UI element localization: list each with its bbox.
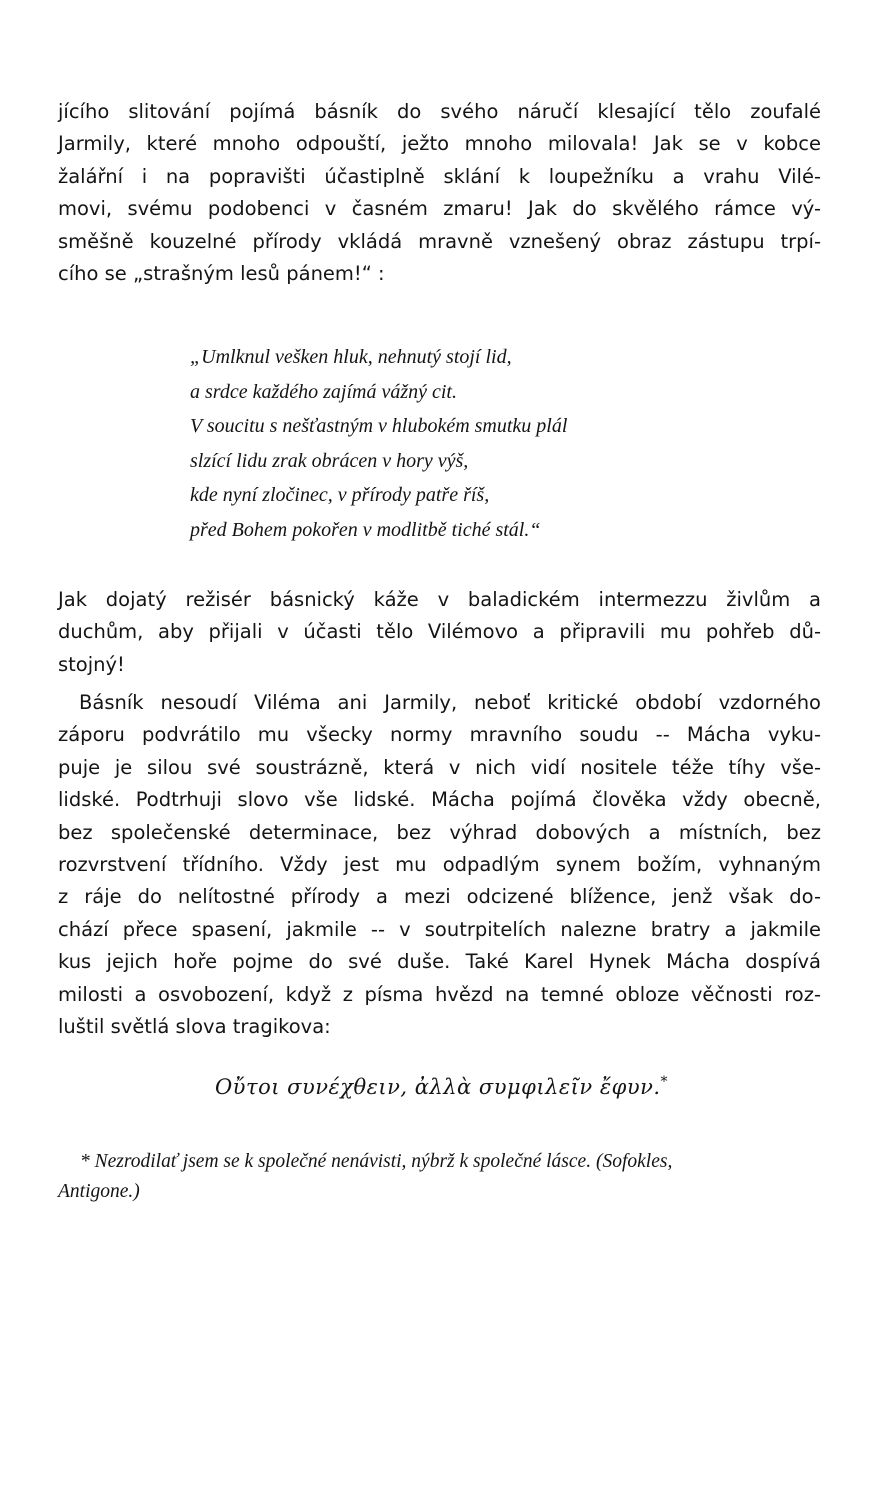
- poem-line: „Umlknul vešken hluk, nehnutý stojí lid,: [190, 346, 512, 368]
- poem-line: kde nyní zločinec, v přírody patře říš,: [190, 484, 490, 507]
- text-line: záporu podvrátilo mu všecky normy mravního soudu -- Mácha vyku-: [58, 723, 821, 747]
- text-line: Jarmily, které mnoho odpouští, ježto mnoho milovala! Jak se v kobce: [58, 132, 821, 156]
- text-line: movi, svému podobenci v časném zmaru! Jak do skvělého rámce vý-: [58, 197, 821, 221]
- footnote: [58, 1147, 828, 1207]
- text-line: jícího slitování pojímá básník do svého náručí klesající tělo zoufalé: [58, 100, 821, 123]
- text-line: puje je silou své soustrázně, která v nich vidí nositele téže tíhy vše-: [58, 755, 821, 779]
- text-line: stojný!: [58, 652, 125, 676]
- greek-quote: [0, 1074, 883, 1099]
- footnote-line: * Nezrodilať jsem se k společné nenávisti, nýbrž k společné lásce. (Sofokles,: [80, 1151, 673, 1172]
- text-line: milosti a osvobození, když z písma hvězd na temné obloze věčnosti roz-: [58, 982, 821, 1006]
- text-line: duchům, aby přijali v účasti tělo Vilémovo a připravili mu pohřeb dů-: [58, 620, 821, 644]
- paragraph-1: [58, 96, 821, 290]
- text-line: žalářní i na popravišti účastiplně sklání k loupežníku a vrahu Vilé-: [58, 164, 821, 188]
- text-line: Jak dojatý režisér básnický káže v baladickém intermezzu živlům a: [58, 588, 821, 611]
- paragraph-3: [58, 687, 821, 1043]
- text-line: bez společenské determinace, bez výhrad dobových a místních, bez: [58, 820, 821, 844]
- footnote-line: Antigone.): [58, 1181, 140, 1202]
- poem-line: před Bohem pokořen v modlitbě tiché stál.“: [190, 518, 541, 541]
- greek-quote-text: Οὔτοι συνέχθειν, ἀλλὰ συμφιλεῖν ἔφυν.: [214, 1075, 661, 1099]
- poem-line: V soucitu s nešťastným v hlubokém smutku plál: [190, 415, 568, 438]
- paragraph-2: [58, 584, 821, 681]
- poem-line: slzící lidu zrak obrácen v hory výš,: [190, 449, 469, 472]
- poem-quote: [190, 340, 567, 548]
- text-line: kus jejich hoře pojme do své duše. Také Karel Hynek Mácha dospívá: [58, 950, 821, 974]
- text-line: chází přece spasení, jakmile -- v soutrpitelích nalezne bratry a jakmile: [58, 917, 821, 941]
- text-line: cího se „strašným lesů pánem!“ :: [58, 261, 385, 285]
- text-line: Básník nesoudí Viléma ani Jarmily, neboť kritické období vzdorného: [79, 691, 821, 714]
- text-line: z ráje do nelítostné přírody a mezi odcizené blížence, jenž však do-: [58, 885, 821, 909]
- text-line: rozvrstvení třídního. Vždy jest mu odpadlým synem božím, vyhnaným: [58, 852, 821, 876]
- text-line: luštil světlá slova tragikova:: [58, 1014, 331, 1038]
- poem-line: a srdce každého zajímá vážný cit.: [190, 380, 457, 403]
- text-line: směšně kouzelné přírody vkládá mravně vznešený obraz zástupu trpí-: [58, 229, 821, 253]
- text-line: lidské. Podtrhuji slovo vše lidské. Mácha pojímá člověka vždy obecně,: [58, 788, 821, 812]
- footnote-marker: *: [660, 1074, 669, 1090]
